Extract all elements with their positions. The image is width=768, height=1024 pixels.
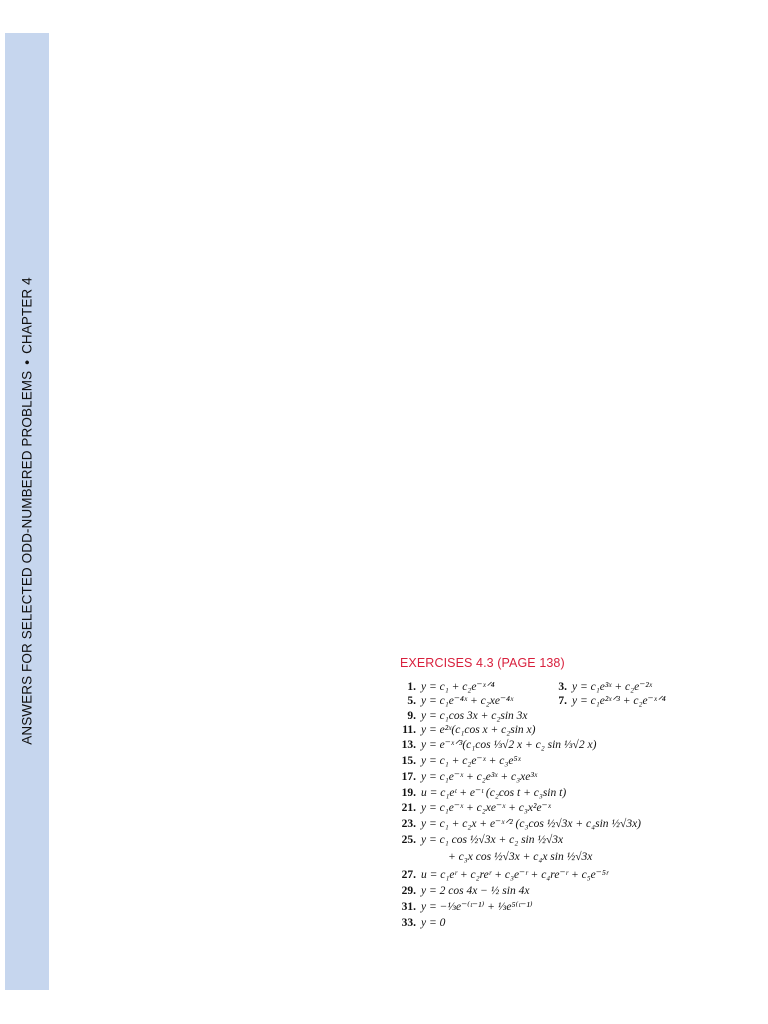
answer-number: 17. [401, 771, 416, 783]
sidebar-heading-left: ANSWERS FOR SELECTED ODD-NUMBERED PROBLEMS [19, 370, 35, 745]
answer-equation: u = c₁eᵗ + e⁻ᵗ (c₂cos t + c₃sin t) [421, 787, 567, 799]
answer-item [394, 754, 521, 768]
answer-number: 25. [401, 834, 416, 846]
answer-number: 31. [401, 901, 416, 913]
answer-number: 27. [401, 869, 416, 881]
answer-item [394, 694, 513, 708]
answer-equation: y = c₁e³ˣ + c₂e⁻²ˣ [572, 681, 652, 693]
answer-number: 3. [558, 681, 567, 693]
answer-equation: y = −⅓e⁻⁽ᵗ⁻¹⁾ + ⅓e⁵⁽ᵗ⁻¹⁾ [421, 901, 533, 913]
answer-number: 11. [402, 724, 416, 736]
sidebar-bullet: • [19, 359, 35, 365]
sidebar-heading-right: CHAPTER 4 [19, 277, 35, 354]
answer-equation: y = c₁e⁻⁴ˣ + c₂xe⁻⁴ˣ [421, 695, 514, 707]
answer-number: 9. [407, 710, 416, 722]
answer-item [545, 694, 666, 708]
answer-equation: y = c₁ + c₂x + e⁻ˣᐟ² (c₃cos ½√3x + c₄sin ½√3x) [421, 818, 642, 830]
answer-equation: y = 2 cos 4x − ½ sin 4x [421, 885, 530, 897]
answer-number: 29. [401, 885, 416, 897]
answer-item [394, 817, 641, 831]
answer-equation: y = e²ˣ(c₁cos x + c₂sin x) [421, 724, 536, 736]
answer-item [394, 770, 537, 784]
answer-number: 33. [401, 917, 416, 929]
answer-equation: y = c₁e⁻ˣ + c₂e³ˣ + c₃xe³ˣ [421, 771, 538, 783]
answer-number: 1. [407, 681, 416, 693]
answer-item [394, 884, 529, 898]
answer-number: 21. [401, 802, 416, 814]
answer-item [394, 723, 536, 737]
answer-equation: y = e⁻ˣᐟ³(c₁cos ⅓√2 x + c₂ sin ⅓√2 x) [421, 739, 597, 751]
answer-equation: y = c₁ + c₂e⁻ˣᐟ⁴ [421, 681, 495, 693]
answer-item [394, 801, 551, 815]
answer-equation: + c₃x cos ½√3x + c₄x sin ½√3x [448, 851, 593, 863]
section-title: EXERCISES 4.3 (PAGE 138) [400, 656, 565, 670]
answer-equation: y = c₁e⁻ˣ + c₂xe⁻ˣ + c₃x²e⁻ˣ [421, 802, 551, 814]
answer-item [394, 833, 563, 847]
answer-equation: u = c₁eʳ + c₂reʳ + c₃e⁻ʳ + c₄re⁻ʳ + c₅e⁻⁵ʳ [421, 869, 609, 881]
answer-equation: y = c₁cos 3x + c₂sin 3x [421, 710, 528, 722]
answer-item [394, 916, 445, 930]
answer-continuation [421, 850, 592, 864]
answer-item [394, 900, 533, 914]
answer-number: 23. [401, 818, 416, 830]
answer-equation: y = c₁e²ˣᐟ³ + c₂e⁻ˣᐟ⁴ [572, 695, 666, 707]
answer-number: 13. [401, 739, 416, 751]
answer-item [545, 680, 652, 694]
answer-number: 7. [558, 695, 567, 707]
answer-number: 15. [401, 755, 416, 767]
answer-item [394, 709, 528, 723]
answer-item [394, 868, 608, 882]
answer-item [394, 738, 596, 752]
answer-item [394, 786, 566, 800]
answer-equation: y = 0 [421, 917, 446, 929]
answer-number: 5. [407, 695, 416, 707]
answer-equation: y = c₁ cos ½√3x + c₂ sin ½√3x [421, 834, 564, 846]
answer-item [394, 680, 495, 694]
answer-equation: y = c₁ + c₂e⁻ˣ + c₃e⁵ˣ [421, 755, 521, 767]
answer-number: 19. [401, 787, 416, 799]
